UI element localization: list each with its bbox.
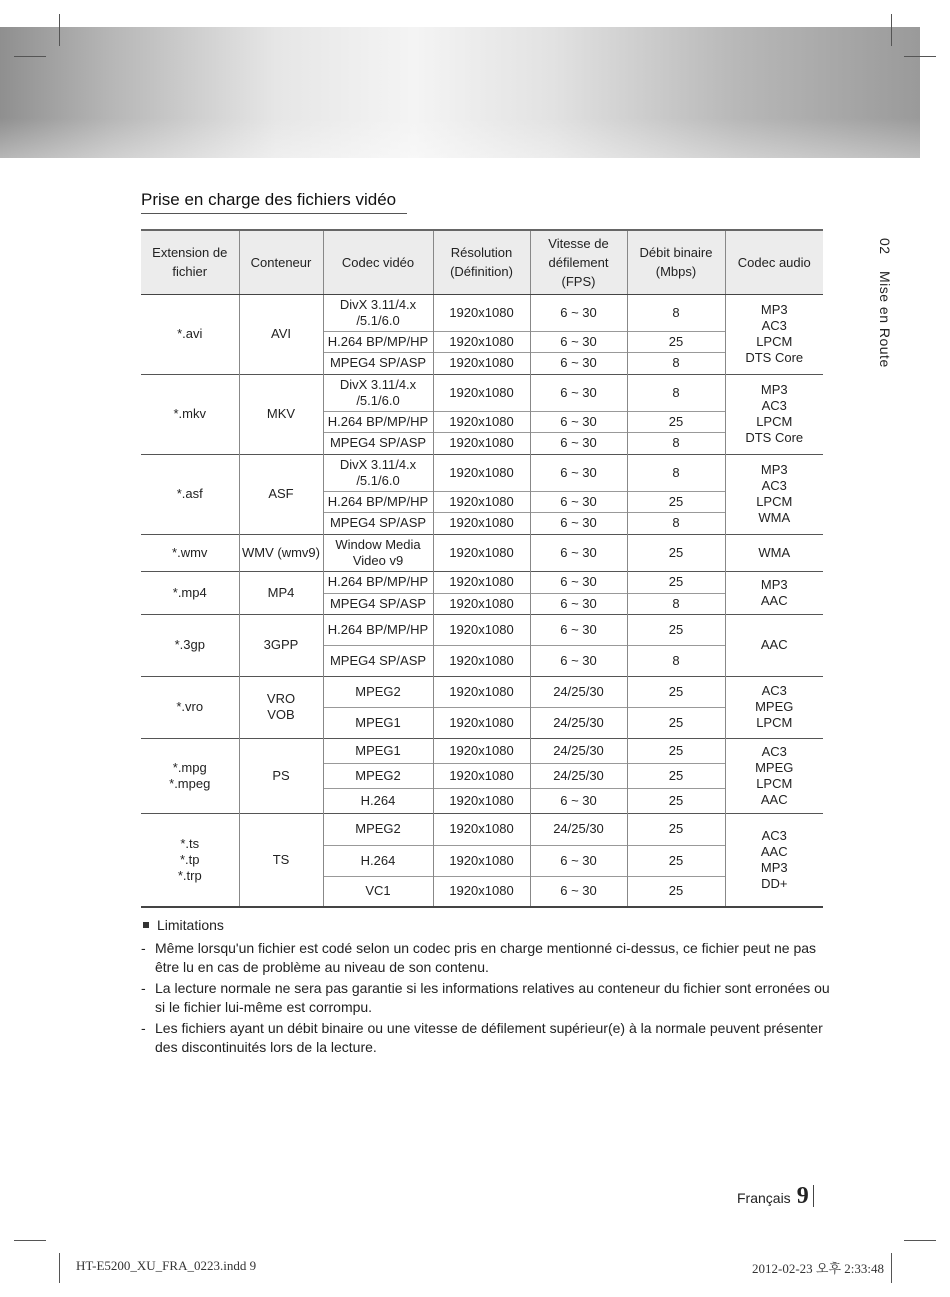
- video-codec-cell-line: DivX 3.11/4.x: [339, 376, 417, 392]
- resolution-cell: 1920x1080: [433, 845, 530, 876]
- frame-rate-cell: 24/25/30: [530, 813, 627, 845]
- extension-cell-line: *.avi: [177, 326, 203, 341]
- extension-cell: [141, 534, 239, 571]
- resolution-cell: 1920x1080: [433, 411, 530, 432]
- container-cell: [239, 454, 323, 534]
- audio-codec-cell: [725, 813, 823, 907]
- square-bullet-icon: [143, 922, 149, 928]
- video-codec-cell-line: MPEG4 SP/ASP: [329, 355, 427, 370]
- bitrate-cell: 25: [627, 614, 725, 645]
- crop-mark: [14, 1240, 46, 1241]
- dash-bullet: -: [141, 980, 146, 996]
- video-codec-cell-line: H.264 BP/MP/HP: [327, 574, 429, 589]
- crop-mark: [891, 1253, 892, 1283]
- frame-rate-cell: 6 ~ 30: [530, 491, 627, 512]
- video-codec-cell-line: /5.1/6.0: [356, 472, 400, 488]
- header-banner: [0, 27, 920, 158]
- video-codec-cell: [323, 813, 433, 845]
- video-codec-cell: [323, 845, 433, 876]
- video-codec-cell: [323, 788, 433, 813]
- audio-codec-cell-line: LPCM: [756, 334, 793, 349]
- table-header-row: [141, 230, 823, 294]
- audio-codec-cell-line: DTS Core: [745, 350, 804, 365]
- video-codec-cell: [323, 512, 433, 534]
- resolution-cell: 1920x1080: [433, 614, 530, 645]
- resolution-cell: 1920x1080: [433, 788, 530, 813]
- resolution-cell: 1920x1080: [433, 374, 530, 411]
- frame-rate-cell: 6 ~ 30: [530, 374, 627, 411]
- audio-codec-cell: [725, 294, 823, 374]
- video-codec-cell: [323, 571, 433, 593]
- video-codec-cell-line: H.264 BP/MP/HP: [327, 333, 429, 349]
- extension-cell: [141, 614, 239, 676]
- limitation-text: La lecture normale ne sera pas garantie si les informations relatives au conteneur du fichier sont erronées ou si le fichier lui-même est corrompu.: [155, 980, 830, 1015]
- extension-cell-line: *.trp: [177, 867, 202, 883]
- container-cell: [239, 294, 323, 374]
- resolution-cell: 1920x1080: [433, 571, 530, 593]
- resolution-cell: 1920x1080: [433, 676, 530, 707]
- extension-cell-line: *.ts: [180, 835, 200, 851]
- bitrate-cell: 8: [627, 374, 725, 411]
- footer-timestamp: 2012-02-23 오후 2:33:48: [752, 1261, 884, 1276]
- page-number: 9: [796, 1183, 809, 1209]
- table-row: [141, 813, 823, 845]
- header-resolution: Résolution (Définition): [433, 230, 530, 294]
- audio-codec-cell-line: LPCM: [756, 715, 793, 730]
- title-underline: [141, 213, 407, 214]
- video-codec-cell: [323, 534, 433, 571]
- crop-mark: [14, 56, 46, 57]
- frame-rate-cell: 6 ~ 30: [530, 571, 627, 593]
- table-row: [141, 454, 823, 491]
- header-extension: Extension de fichier: [141, 230, 239, 294]
- video-codec-cell-line: H.264 BP/MP/HP: [327, 413, 429, 429]
- frame-rate-cell: 6 ~ 30: [530, 294, 627, 331]
- page-number-block: [737, 1183, 814, 1210]
- video-codec-cell: [323, 614, 433, 645]
- bitrate-cell: 25: [627, 571, 725, 593]
- container-cell-line: VRO: [266, 691, 296, 706]
- video-codec-cell-line: MPEG1: [355, 742, 401, 758]
- audio-codec-cell-line: LPCM: [756, 414, 793, 429]
- extension-cell-line: *.asf: [176, 486, 203, 501]
- dash-bullet: -: [141, 940, 146, 956]
- limitation-text: Les fichiers ayant un débit binaire ou une vitesse de défilement supérieur(e) à la normale peuvent présenter des discontinuités lors de la lecture.: [155, 1020, 823, 1055]
- resolution-cell: 1920x1080: [433, 763, 530, 788]
- footer-file-name: HT-E5200_XU_FRA_0223.indd 9: [76, 1258, 257, 1273]
- audio-codec-cell-line: DTS Core: [745, 430, 804, 445]
- video-codec-cell: [323, 491, 433, 512]
- resolution-cell: 1920x1080: [433, 876, 530, 907]
- resolution-cell: 1920x1080: [433, 491, 530, 512]
- table-row: [141, 374, 823, 411]
- header-video-codec: Codec vidéo: [323, 230, 433, 294]
- video-codec-cell: [323, 411, 433, 432]
- crop-mark: [891, 14, 892, 46]
- table-row: [141, 614, 823, 645]
- limitations-section: [141, 917, 831, 1059]
- table-row: [141, 738, 823, 763]
- bitrate-cell: 25: [627, 534, 725, 571]
- header-audio-codec: Codec audio: [725, 230, 823, 294]
- frame-rate-cell: 6 ~ 30: [530, 534, 627, 571]
- video-codec-cell-line: DivX 3.11/4.x: [339, 296, 417, 312]
- frame-rate-cell: 6 ~ 30: [530, 352, 627, 374]
- bitrate-cell: 8: [627, 512, 725, 534]
- resolution-cell: 1920x1080: [433, 432, 530, 454]
- limitation-item: [141, 939, 831, 977]
- header-bitrate: Débit binaire (Mbps): [627, 230, 725, 294]
- audio-codec-cell-line: AC3: [761, 683, 787, 698]
- video-codec-cell: [323, 352, 433, 374]
- audio-codec-cell-line: AC3: [761, 743, 787, 759]
- frame-rate-cell: 6 ~ 30: [530, 876, 627, 907]
- container-cell-line: AVI: [271, 326, 291, 341]
- limitations-title: Limitations: [157, 917, 224, 933]
- video-codec-cell: [323, 374, 433, 411]
- frame-rate-cell: 6 ~ 30: [530, 454, 627, 491]
- extension-cell: [141, 571, 239, 614]
- frame-rate-cell: 6 ~ 30: [530, 432, 627, 454]
- table-row: [141, 294, 823, 331]
- video-codec-cell-line: /5.1/6.0: [356, 392, 400, 408]
- bitrate-cell: 25: [627, 845, 725, 876]
- extension-cell-line: *.wmv: [172, 544, 208, 560]
- container-cell-line: VOB: [267, 707, 295, 722]
- frame-rate-cell: 24/25/30: [530, 738, 627, 763]
- video-codec-cell-line: VC1: [365, 883, 391, 899]
- container-cell-line: MP4: [267, 584, 295, 600]
- table-row: [141, 534, 823, 571]
- limitation-text: Même lorsqu'un fichier est codé selon un codec pris en charge mentionné ci-dessus, ce fichier peut ne pas être lu en cas de problème au niveau de son contenu.: [155, 940, 817, 975]
- extension-cell-line: *.3gp: [174, 637, 205, 652]
- extension-cell-line: *.mpeg: [169, 775, 211, 791]
- video-codec-table: [141, 229, 823, 908]
- frame-rate-cell: 24/25/30: [530, 707, 627, 738]
- container-cell-line: MKV: [266, 406, 296, 421]
- video-codec-cell-line: H.264: [360, 852, 396, 868]
- frame-rate-cell: 6 ~ 30: [530, 411, 627, 432]
- container-cell-line: PS: [272, 767, 290, 783]
- audio-codec-cell-line: MPEG: [755, 699, 794, 714]
- extension-cell: [141, 454, 239, 534]
- video-codec-cell: [323, 763, 433, 788]
- video-codec-cell: [323, 738, 433, 763]
- audio-codec-cell: [725, 454, 823, 534]
- bitrate-cell: 25: [627, 876, 725, 907]
- bitrate-cell: 25: [627, 676, 725, 707]
- video-codec-cell-line: MPEG2: [355, 683, 401, 699]
- video-codec-cell: [323, 294, 433, 331]
- resolution-cell: 1920x1080: [433, 534, 530, 571]
- crop-mark: [59, 1253, 60, 1283]
- frame-rate-cell: 6 ~ 30: [530, 845, 627, 876]
- page-number-divider: [813, 1185, 814, 1207]
- resolution-cell: 1920x1080: [433, 512, 530, 534]
- bitrate-cell: 25: [627, 788, 725, 813]
- container-cell: [239, 374, 323, 454]
- audio-codec-cell-line: LPCM: [756, 494, 793, 509]
- bitrate-cell: 8: [627, 593, 725, 614]
- extension-cell-line: *.vro: [176, 699, 204, 714]
- resolution-cell: 1920x1080: [433, 352, 530, 374]
- frame-rate-cell: 6 ~ 30: [530, 593, 627, 614]
- frame-rate-cell: 6 ~ 30: [530, 331, 627, 352]
- extension-cell: [141, 676, 239, 738]
- table-row: [141, 571, 823, 593]
- video-codec-cell-line: MPEG4 SP/ASP: [329, 595, 427, 611]
- container-cell: [239, 813, 323, 907]
- bitrate-cell: 25: [627, 491, 725, 512]
- container-cell-line: TS: [272, 851, 290, 867]
- container-cell: [239, 571, 323, 614]
- container-cell: [239, 614, 323, 676]
- resolution-cell: 1920x1080: [433, 738, 530, 763]
- extension-cell: [141, 813, 239, 907]
- extension-cell: [141, 294, 239, 374]
- audio-codec-cell-line: AAC: [760, 592, 788, 608]
- chapter-number: 02: [877, 238, 893, 255]
- video-codec-cell: [323, 876, 433, 907]
- frame-rate-cell: 6 ~ 30: [530, 512, 627, 534]
- audio-codec-cell-line: DD+: [761, 875, 788, 891]
- audio-codec-cell-line: LPCM: [756, 775, 793, 791]
- bitrate-cell: 8: [627, 645, 725, 676]
- crop-mark: [59, 14, 60, 46]
- video-codec-cell: [323, 432, 433, 454]
- frame-rate-cell: 6 ~ 30: [530, 788, 627, 813]
- video-codec-cell: [323, 331, 433, 352]
- extension-cell-line: *.mkv: [173, 406, 206, 421]
- video-codec-cell: [323, 676, 433, 707]
- video-codec-cell: [323, 454, 433, 491]
- video-codec-cell-line: H.264 BP/MP/HP: [327, 493, 429, 509]
- bitrate-cell: 25: [627, 763, 725, 788]
- container-cell: [239, 738, 323, 813]
- container-cell-line: 3GPP: [263, 637, 299, 652]
- video-codec-cell-line: MPEG4 SP/ASP: [329, 435, 427, 450]
- video-codec-cell: [323, 593, 433, 614]
- frame-rate-cell: 6 ~ 30: [530, 614, 627, 645]
- header-frame-rate: Vitesse de défilement (FPS): [530, 230, 627, 294]
- bitrate-cell: 25: [627, 813, 725, 845]
- bitrate-cell: 25: [627, 707, 725, 738]
- extension-cell: [141, 738, 239, 813]
- audio-codec-cell: [725, 571, 823, 614]
- chapter-label: Mise en Route: [877, 270, 893, 368]
- limitation-item: [141, 979, 831, 1017]
- audio-codec-cell-line: MP3: [760, 382, 788, 397]
- header-container: Conteneur: [239, 230, 323, 294]
- frame-rate-cell: 6 ~ 30: [530, 645, 627, 676]
- video-codec-cell-line: DivX 3.11/4.x: [339, 456, 417, 472]
- resolution-cell: 1920x1080: [433, 454, 530, 491]
- audio-codec-cell-line: MP3: [760, 462, 788, 477]
- audio-codec-cell-line: AAC: [760, 843, 788, 859]
- video-codec-cell-line: MPEG1: [355, 714, 401, 730]
- video-codec-cell-line: Window Media: [335, 536, 421, 552]
- bitrate-cell: 25: [627, 411, 725, 432]
- bitrate-cell: 8: [627, 432, 725, 454]
- table-body: [141, 294, 823, 907]
- resolution-cell: 1920x1080: [433, 707, 530, 738]
- video-codec-cell-line: H.264 BP/MP/HP: [327, 621, 429, 637]
- bitrate-cell: 8: [627, 352, 725, 374]
- video-codec-cell: [323, 707, 433, 738]
- audio-codec-cell-line: MP3: [760, 576, 788, 592]
- limitation-item: [141, 1019, 831, 1057]
- table-row: [141, 676, 823, 707]
- chapter-side-tab: [877, 238, 893, 368]
- bitrate-cell: 25: [627, 738, 725, 763]
- audio-codec-cell-line: AAC: [760, 637, 788, 652]
- audio-codec-cell-line: AC3: [761, 398, 787, 413]
- audio-codec-cell-line: MP3: [760, 859, 788, 875]
- audio-codec-cell: [725, 374, 823, 454]
- video-codec-cell-line: MPEG4 SP/ASP: [329, 652, 427, 668]
- audio-codec-cell-line: AAC: [760, 791, 788, 807]
- bitrate-cell: 8: [627, 454, 725, 491]
- resolution-cell: 1920x1080: [433, 813, 530, 845]
- extension-cell-line: *.mp4: [172, 584, 207, 600]
- audio-codec-cell-line: MPEG: [755, 759, 794, 775]
- section-title: Prise en charge des fichiers vidéo: [141, 190, 397, 209]
- audio-codec-cell-line: AC3: [761, 827, 787, 843]
- audio-codec-cell-line: WMA: [758, 510, 791, 525]
- video-codec-cell-line: Video v9: [352, 552, 404, 568]
- bitrate-cell: 25: [627, 331, 725, 352]
- extension-cell-line: *.tp: [179, 851, 200, 867]
- video-codec-cell-line: MPEG4 SP/ASP: [329, 515, 427, 530]
- video-codec-cell-line: MPEG2: [355, 821, 401, 836]
- container-cell-line: WMV (wmv9): [242, 544, 320, 560]
- audio-codec-cell: [725, 676, 823, 738]
- audio-codec-cell: [725, 614, 823, 676]
- container-cell-line: ASF: [268, 486, 294, 501]
- page-language: Français: [737, 1190, 791, 1206]
- audio-codec-cell-line: AC3: [761, 478, 787, 493]
- crop-mark: [904, 56, 936, 57]
- audio-codec-cell-line: MP3: [760, 302, 788, 317]
- audio-codec-cell-line: WMA: [758, 544, 791, 560]
- container-cell: [239, 676, 323, 738]
- audio-codec-cell-line: AC3: [761, 318, 787, 333]
- extension-cell: [141, 374, 239, 454]
- limitations-heading: [141, 917, 831, 933]
- extension-cell-line: *.mpg: [172, 759, 207, 775]
- container-cell: [239, 534, 323, 571]
- dash-bullet: -: [141, 1020, 146, 1036]
- video-codec-cell-line: /5.1/6.0: [356, 312, 400, 328]
- frame-rate-cell: 24/25/30: [530, 763, 627, 788]
- video-codec-cell-line: H.264: [360, 792, 396, 808]
- bitrate-cell: 8: [627, 294, 725, 331]
- video-codec-cell-line: MPEG2: [355, 767, 401, 783]
- frame-rate-cell: 24/25/30: [530, 676, 627, 707]
- video-codec-cell: [323, 645, 433, 676]
- resolution-cell: 1920x1080: [433, 331, 530, 352]
- resolution-cell: 1920x1080: [433, 645, 530, 676]
- crop-mark: [904, 1240, 936, 1241]
- resolution-cell: 1920x1080: [433, 294, 530, 331]
- audio-codec-cell: [725, 738, 823, 813]
- resolution-cell: 1920x1080: [433, 593, 530, 614]
- audio-codec-cell: [725, 534, 823, 571]
